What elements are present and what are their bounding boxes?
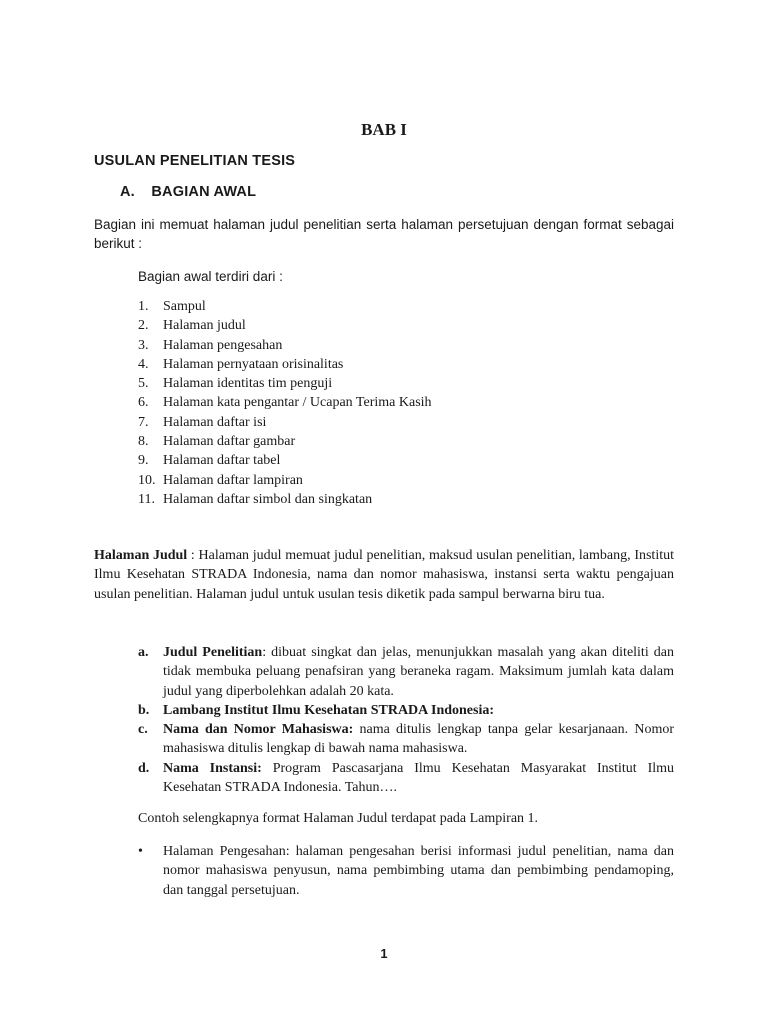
list-intro: Bagian awal terdiri dari : [138,269,283,284]
list-item-term: Judul Penelitian [163,645,263,660]
list-item [138,473,658,492]
list-item [138,318,658,337]
list-item-number: 10. [138,472,156,488]
list-item-text: Program Pascasarjana Ilmu Kesehatan Masyarakat Institut Ilmu Kesehatan STRADA Indonesia. Tahun…. [163,760,675,796]
list-item [138,720,674,759]
halaman-judul-term: Halaman Judul [94,548,188,563]
halaman-judul-text: : Halaman judul memuat judul penelitian, maksud usulan penelitian, lambang, Institut Ilmu Kesehatan STRADA Indonesia, nama dan nomor mahasiswa, instansi serta waktu pengajuan usulan penelitian. Halaman judul untuk usulan tesis diketik pada sampul berwarna biru tua. [94,548,674,602]
list-item [138,453,658,472]
list-item-number: 8. [138,434,149,450]
subsection-title: BAGIAN AWAL [151,184,257,200]
intro-paragraph: Bagian ini memuat halaman judul penelitian serta halaman persetujuan dengan format sebagai berikut : [94,217,674,251]
list-item-number: 11. [138,491,155,507]
halaman-judul-paragraph [94,546,674,604]
list-item-label: Halaman pernyataan orisinalitas [163,356,344,372]
list-item-label: Halaman identitas tim penguji [163,376,333,392]
list-item [138,357,658,376]
list-item-label: Halaman pengesahan [163,337,283,353]
list-item-term: Lambang Institut Ilmu Kesehatan STRADA Indonesia: [163,702,495,718]
list-item-marker: b. [138,702,150,718]
list-item-marker: c. [138,722,148,738]
list-item [138,701,674,720]
list-item [138,376,658,395]
list-item-number: 1. [138,299,149,314]
list-item-label: Sampul [163,299,206,314]
list-item-label: Halaman daftar lampiran [163,472,303,488]
list-item-number: 6. [138,395,149,411]
list-item [138,338,658,357]
list-item-term: Nama dan Nomor Mahasiswa: [163,722,354,738]
subsection-heading [120,184,256,200]
list-item [138,492,658,511]
list-item-label: Halaman judul [163,318,246,334]
page-number: 1 [380,946,388,961]
bullet-icon: • [138,844,143,859]
list-item-term: Nama Instansi: [163,760,262,776]
bullet-item-text: Halaman Pengesahan: halaman pengesahan berisi informasi judul penelitian, nama dan nomor mahasiswa penyusun, nama pembimbing utama dan pembimbing pendamoping, dan tanggal persetujuan. [163,844,674,898]
list-item-label: Halaman daftar tabel [163,453,281,469]
list-item [138,415,658,434]
list-item [138,759,674,798]
list-item-marker: a. [138,645,149,660]
list-item-label: Halaman daftar isi [163,414,267,430]
list-item-marker: d. [138,760,150,776]
list-item-number: 5. [138,376,149,392]
example-note: Contoh selengkapnya format Halaman Judul terdapat pada Lampiran 1. [138,811,539,826]
list-item-number: 9. [138,453,149,469]
section-title: USULAN PENELITIAN TESIS [94,153,296,169]
subsection-marker: A. [120,184,135,200]
list-item-text: nama ditulis lengkap tanpa gelar kesarjanaan. Nomor mahasiswa ditulis lengkap di bawah nama mahasiswa. [163,722,674,757]
list-item [138,299,658,318]
bullet-item [138,842,674,900]
list-item [138,395,658,414]
list-item-number: 4. [138,356,149,372]
list-item-label: Halaman kata pengantar / Ucapan Terima Kasih [163,395,432,411]
list-item [138,643,674,701]
list-item-number: 2. [138,318,149,334]
list-item-label: Halaman daftar simbol dan singkatan [163,491,373,507]
list-item-number: 7. [138,414,149,430]
list-item-number: 3. [138,337,149,353]
judul-items-list [138,643,674,797]
chapter-title: BAB I [361,120,407,139]
list-item-text: : dibuat singkat dan jelas, menunjukkan masalah yang akan diteliti dan tidak membuka peluang penafsiran yang beraneka ragam. Maksimum jumlah kata dalam judul yang diperbolehkan adalah 20 kata. [163,645,674,699]
list-item-label: Halaman daftar gambar [163,434,296,450]
parts-list [138,299,658,511]
list-item [138,434,658,453]
